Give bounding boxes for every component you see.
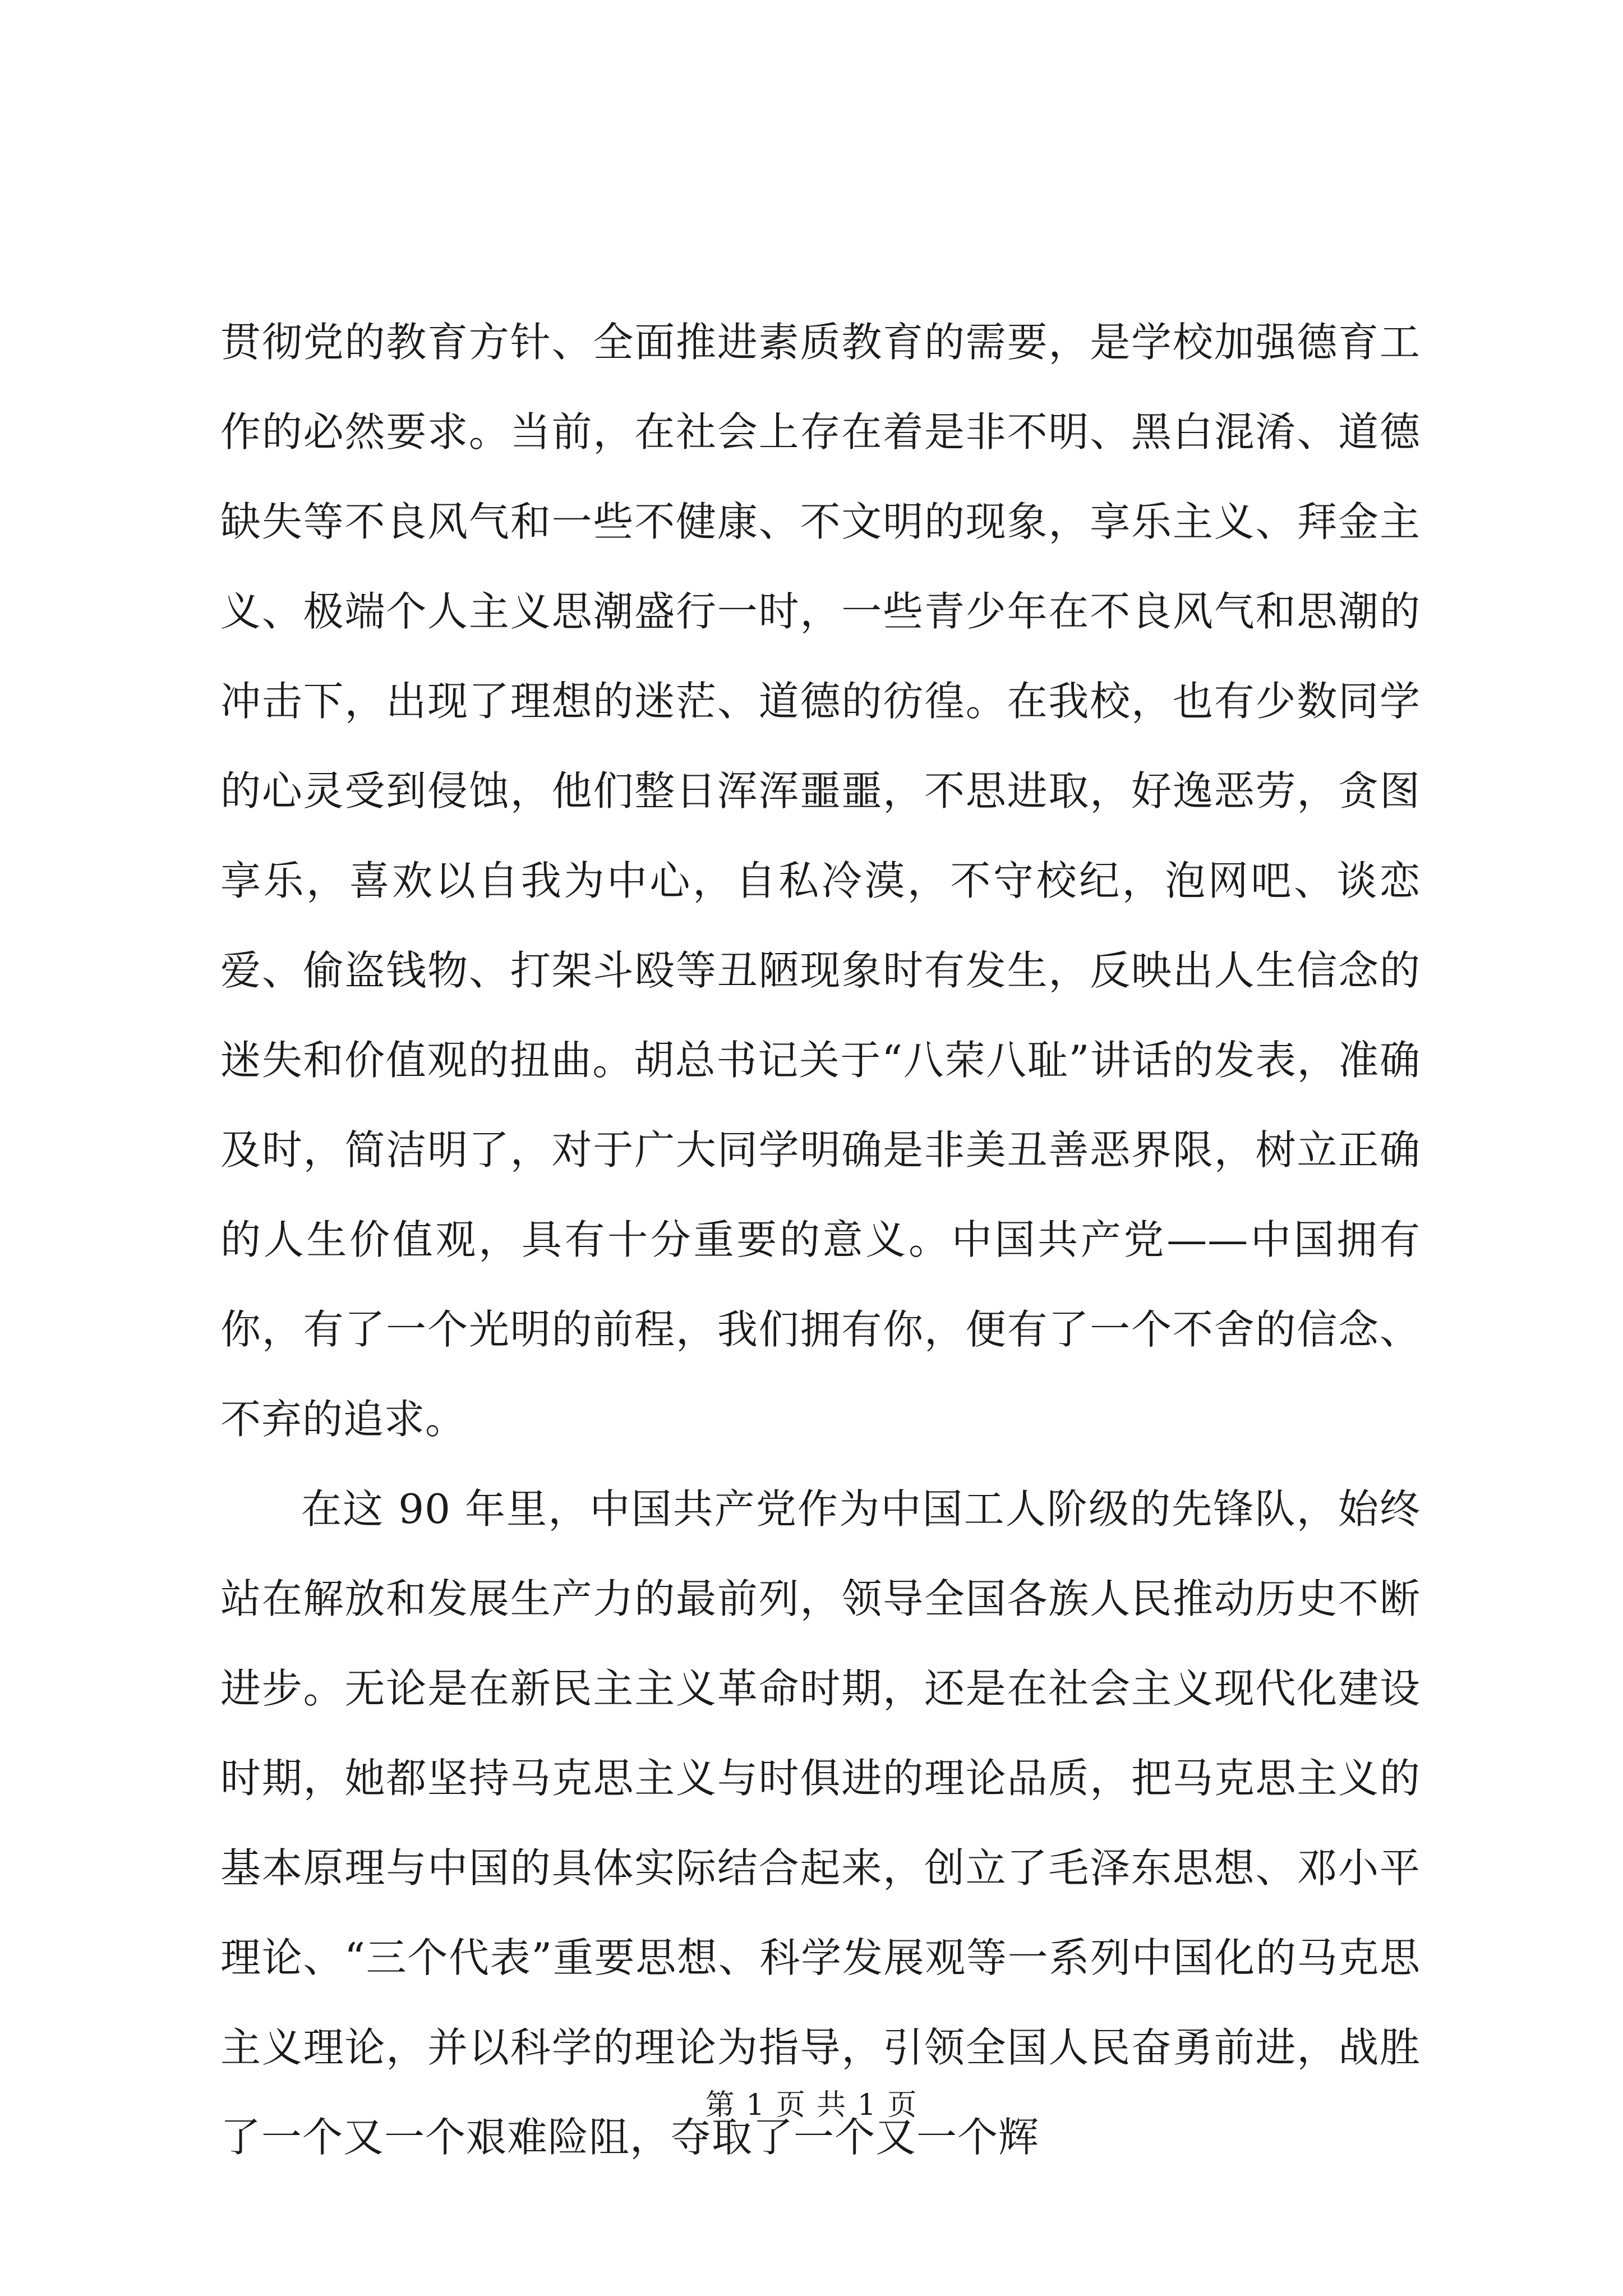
page-footer: 第 1 页 共 1 页 <box>705 2088 918 2122</box>
paragraph-1: 贯彻党的教育方针、全面推进素质教育的需要，是学校加强德育工作的必然要求。当前，在社会上存在着是非不明、黑白混淆、道德缺失等不良风气和一些不健康、不文明的现象，享乐主义、拜金主义、极端个人主义思潮盛行一时，一些青少年在不良风气和思潮的冲击下，出现了理想的迷茫、道德的彷徨。在我校，也有少数同学的心灵受到侵蚀，他们整日浑浑噩噩，不思进取，好逸恶劳，贪图享乐，喜欢以自我为中心，自私冷漠，不守校纪，泡网吧、谈恋爱、偷盗钱物、打架斗殴等丑陋现象时有发生，反映出人生信念的迷失和价值观的扭曲。胡总书记关于“八荣八耻”讲话的发表，准确及时，简洁明了，对于广大同学明确是非美丑善恶界限，树立正确的人生价值观，具有十分重要的意义。中国共产党——中国拥有你，有了一个光明的前程，我们拥有你，便有了一个不舍的信念、不弃的追求。 <box>220 319 1421 1443</box>
document-body <box>220 297 1421 2182</box>
paragraph-2: 在这 90 年里，中国共产党作为中国工人阶级的先锋队，始终站在解放和发展生产力的最前列，领导全国各族人民推动历史不断进步。无论是在新民主主义革命时期，还是在社会主义现代化建设时期，她都坚持马克思主义与时俱进的理论品质，把马克思主义的基本原理与中国的具体实际结合起来，创立了毛泽东思想、邓小平理论、“三个代表”重要思想、科学发展观等一系列中国化的马克思主义理论，并以科学的理论为指导，引领全国人民奋勇前进，战胜了一个又一个艰难险阻，夺取了一个又一个辉 <box>220 1485 1421 2161</box>
